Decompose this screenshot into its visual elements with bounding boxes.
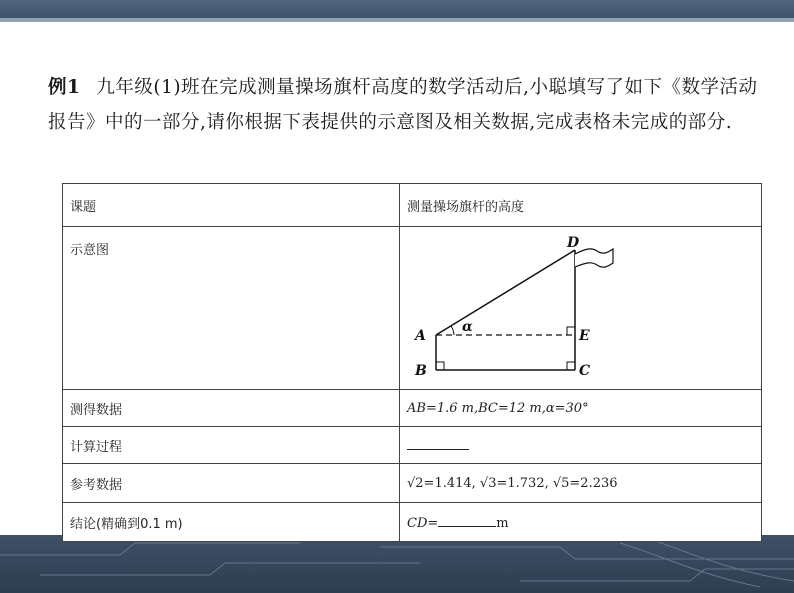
row-label-data: 测得数据 [63,390,400,427]
conclusion-prefix: CD= [407,515,439,531]
label-A: A [415,328,426,344]
table-row [63,227,762,390]
table-row [63,184,762,227]
label-E: E [579,328,590,344]
conclusion-unit: m [496,515,509,531]
angle-arc [451,326,454,335]
calculation-blank[interactable] [407,437,469,450]
label-B: B [415,363,427,377]
report-table [62,183,762,542]
row-label-reference: 参考数据 [63,464,400,503]
diagram-cell [400,227,762,390]
row-value-topic: 测量操场旗杆的高度 [400,184,762,227]
flagpole-diagram [407,227,627,377]
example-label: 例1 [48,77,81,98]
label-alpha: α [462,319,473,335]
question-body: 九年级(1)班在完成测量操场旗杆高度的数学活动后,小聪填写了如下《数学活动报告》中的一部分,请你根据下表提供的示意图及相关数据,完成表格未完成的部分. [48,77,758,133]
flag-shape [575,249,613,267]
label-C: C [579,363,591,377]
top-banner-stripe [0,18,794,22]
row-value-conclusion [400,503,762,542]
question-text [48,70,768,140]
table-row [63,464,762,503]
row-value-data: AB=1.6 m,BC=12 m,α=30° [400,390,762,427]
right-angle-E [567,327,575,335]
row-value-calculation [400,427,762,464]
row-label-conclusion: 结论(精确到0.1 m) [63,503,400,542]
bottom-decoration [0,535,794,593]
row-label-calculation: 计算过程 [63,427,400,464]
schematic-diagram [407,235,754,379]
table-row [63,390,762,427]
table-row [63,427,762,464]
right-angle-B [436,362,444,370]
label-D: D [567,235,580,251]
conclusion-blank[interactable] [438,514,496,527]
row-value-reference: √2=1.414, √3=1.732, √5=2.236 [400,464,762,503]
top-banner [0,0,794,22]
line-AD [436,250,575,335]
row-label-diagram: 示意图 [63,227,400,390]
table-row [63,503,762,542]
right-angle-C [567,362,575,370]
row-label-topic: 课题 [63,184,400,227]
